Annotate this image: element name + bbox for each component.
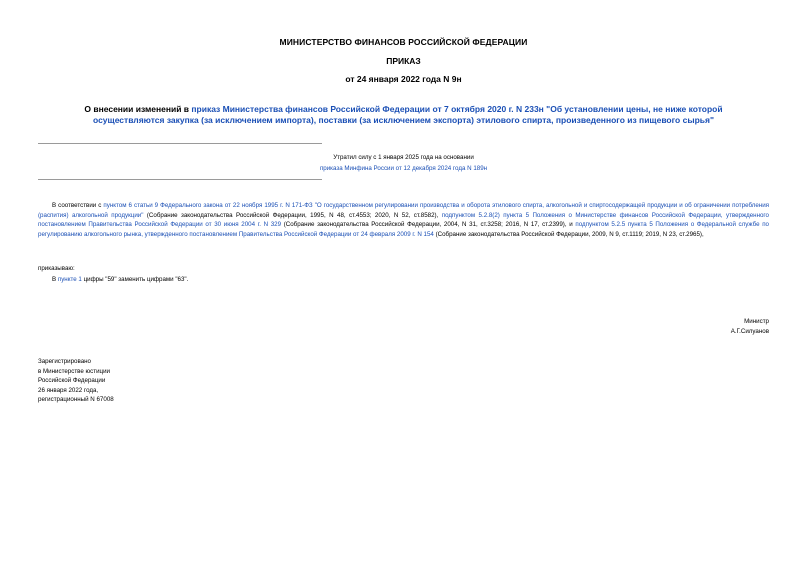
preamble-link-minfin[interactable]: подпунктом 5.2.8(2) пункта 5 Положения о Министерстве финансов Российской Федерации, утвержденного постановлением Правительства Российской Федерации от 30 июня 2004 г. N 329: [38, 211, 769, 229]
status-note-link-wrap: [0, 163, 807, 174]
registration-line-1: Зарегистрировано: [38, 358, 91, 365]
title-prefix: О внесении изменений в: [84, 104, 192, 114]
preamble-text-2: (Собрание законодательства Российской Федерации, 1995, N 48, ст.4553; 2020, N 52, ст.8582),: [143, 211, 442, 219]
divider-top: [38, 143, 322, 144]
status-note-link[interactable]: приказа Минфина России от 12 декабря 2024 года N 189н: [319, 165, 488, 172]
status-note-line1: Утратил силу с 1 января 2025 года на основании: [333, 154, 474, 161]
preamble-link-law[interactable]: пунктом 6 статьи 9 Федерального закона от 22 ноября 1995 г. N 171-ФЗ "О государственном регулировании производства и оборота этилового спирта, алкогольной и спиртосодержащей продукции и об ограничении потребления (распития) алкогольной продукции": [38, 202, 769, 219]
document-title: [58, 104, 749, 126]
signature-position: Министр: [744, 318, 769, 325]
preamble-text-1: В соответствии с: [52, 202, 104, 209]
preamble-link-rosalkogol[interactable]: подпунктом 5.2.5 пункта 5 Положения о Федеральной службе по регулированию алкогольного рынка, утвержденного постановлением Правительства Российской Федерации от 24 февраля 2009 г. N 154: [38, 221, 770, 238]
preamble-paragraph: [38, 201, 769, 239]
registration-line-4: 26 января 2022 года,: [38, 386, 99, 394]
order-item-text-2: цифры "59" заменить цифрами "63".: [81, 276, 189, 283]
preamble-text-4: (Собрание законодательства Российской Федерации, 2009, N 9, ст.1119; 2019, N 23, ст.2965),: [433, 230, 704, 238]
order-item: [52, 275, 188, 285]
signature-name: А.Г.Силуанов: [730, 328, 769, 335]
registration-line-3: Российской Федерации: [38, 377, 106, 385]
registration-block: [38, 357, 114, 405]
doc-type-heading: ПРИКАЗ: [386, 56, 421, 66]
order-word: приказываю:: [38, 265, 75, 272]
doc-date-number: от 24 января 2022 года N 9н: [345, 74, 462, 84]
ministry-heading: МИНИСТЕРСТВО ФИНАНСОВ РОССИЙСКОЙ ФЕДЕРАЦИИ: [279, 37, 528, 47]
registration-line-2: в Министерстве юстиции: [38, 367, 111, 375]
divider-bottom: [38, 179, 322, 180]
registration-line-5: регистрационный N 67008: [38, 396, 114, 404]
order-item-link[interactable]: пункте 1: [57, 276, 82, 283]
order-item-text-1: В: [52, 276, 58, 283]
preamble-text-3: (Собрание законодательства Российской Федерации, 2004, N 31, ст.3258; 2016, N 17, ст.2399), и: [281, 221, 576, 229]
title-link[interactable]: приказ Министерства финансов Российской Федерации от 7 октября 2020 г. N 233н "Об установлении цены, не ниже которой осуществляются закупка (за исключением импорта), поставки (за исключением экспорта) этилового спирта, произведенного из пищевого сырья": [92, 104, 723, 125]
